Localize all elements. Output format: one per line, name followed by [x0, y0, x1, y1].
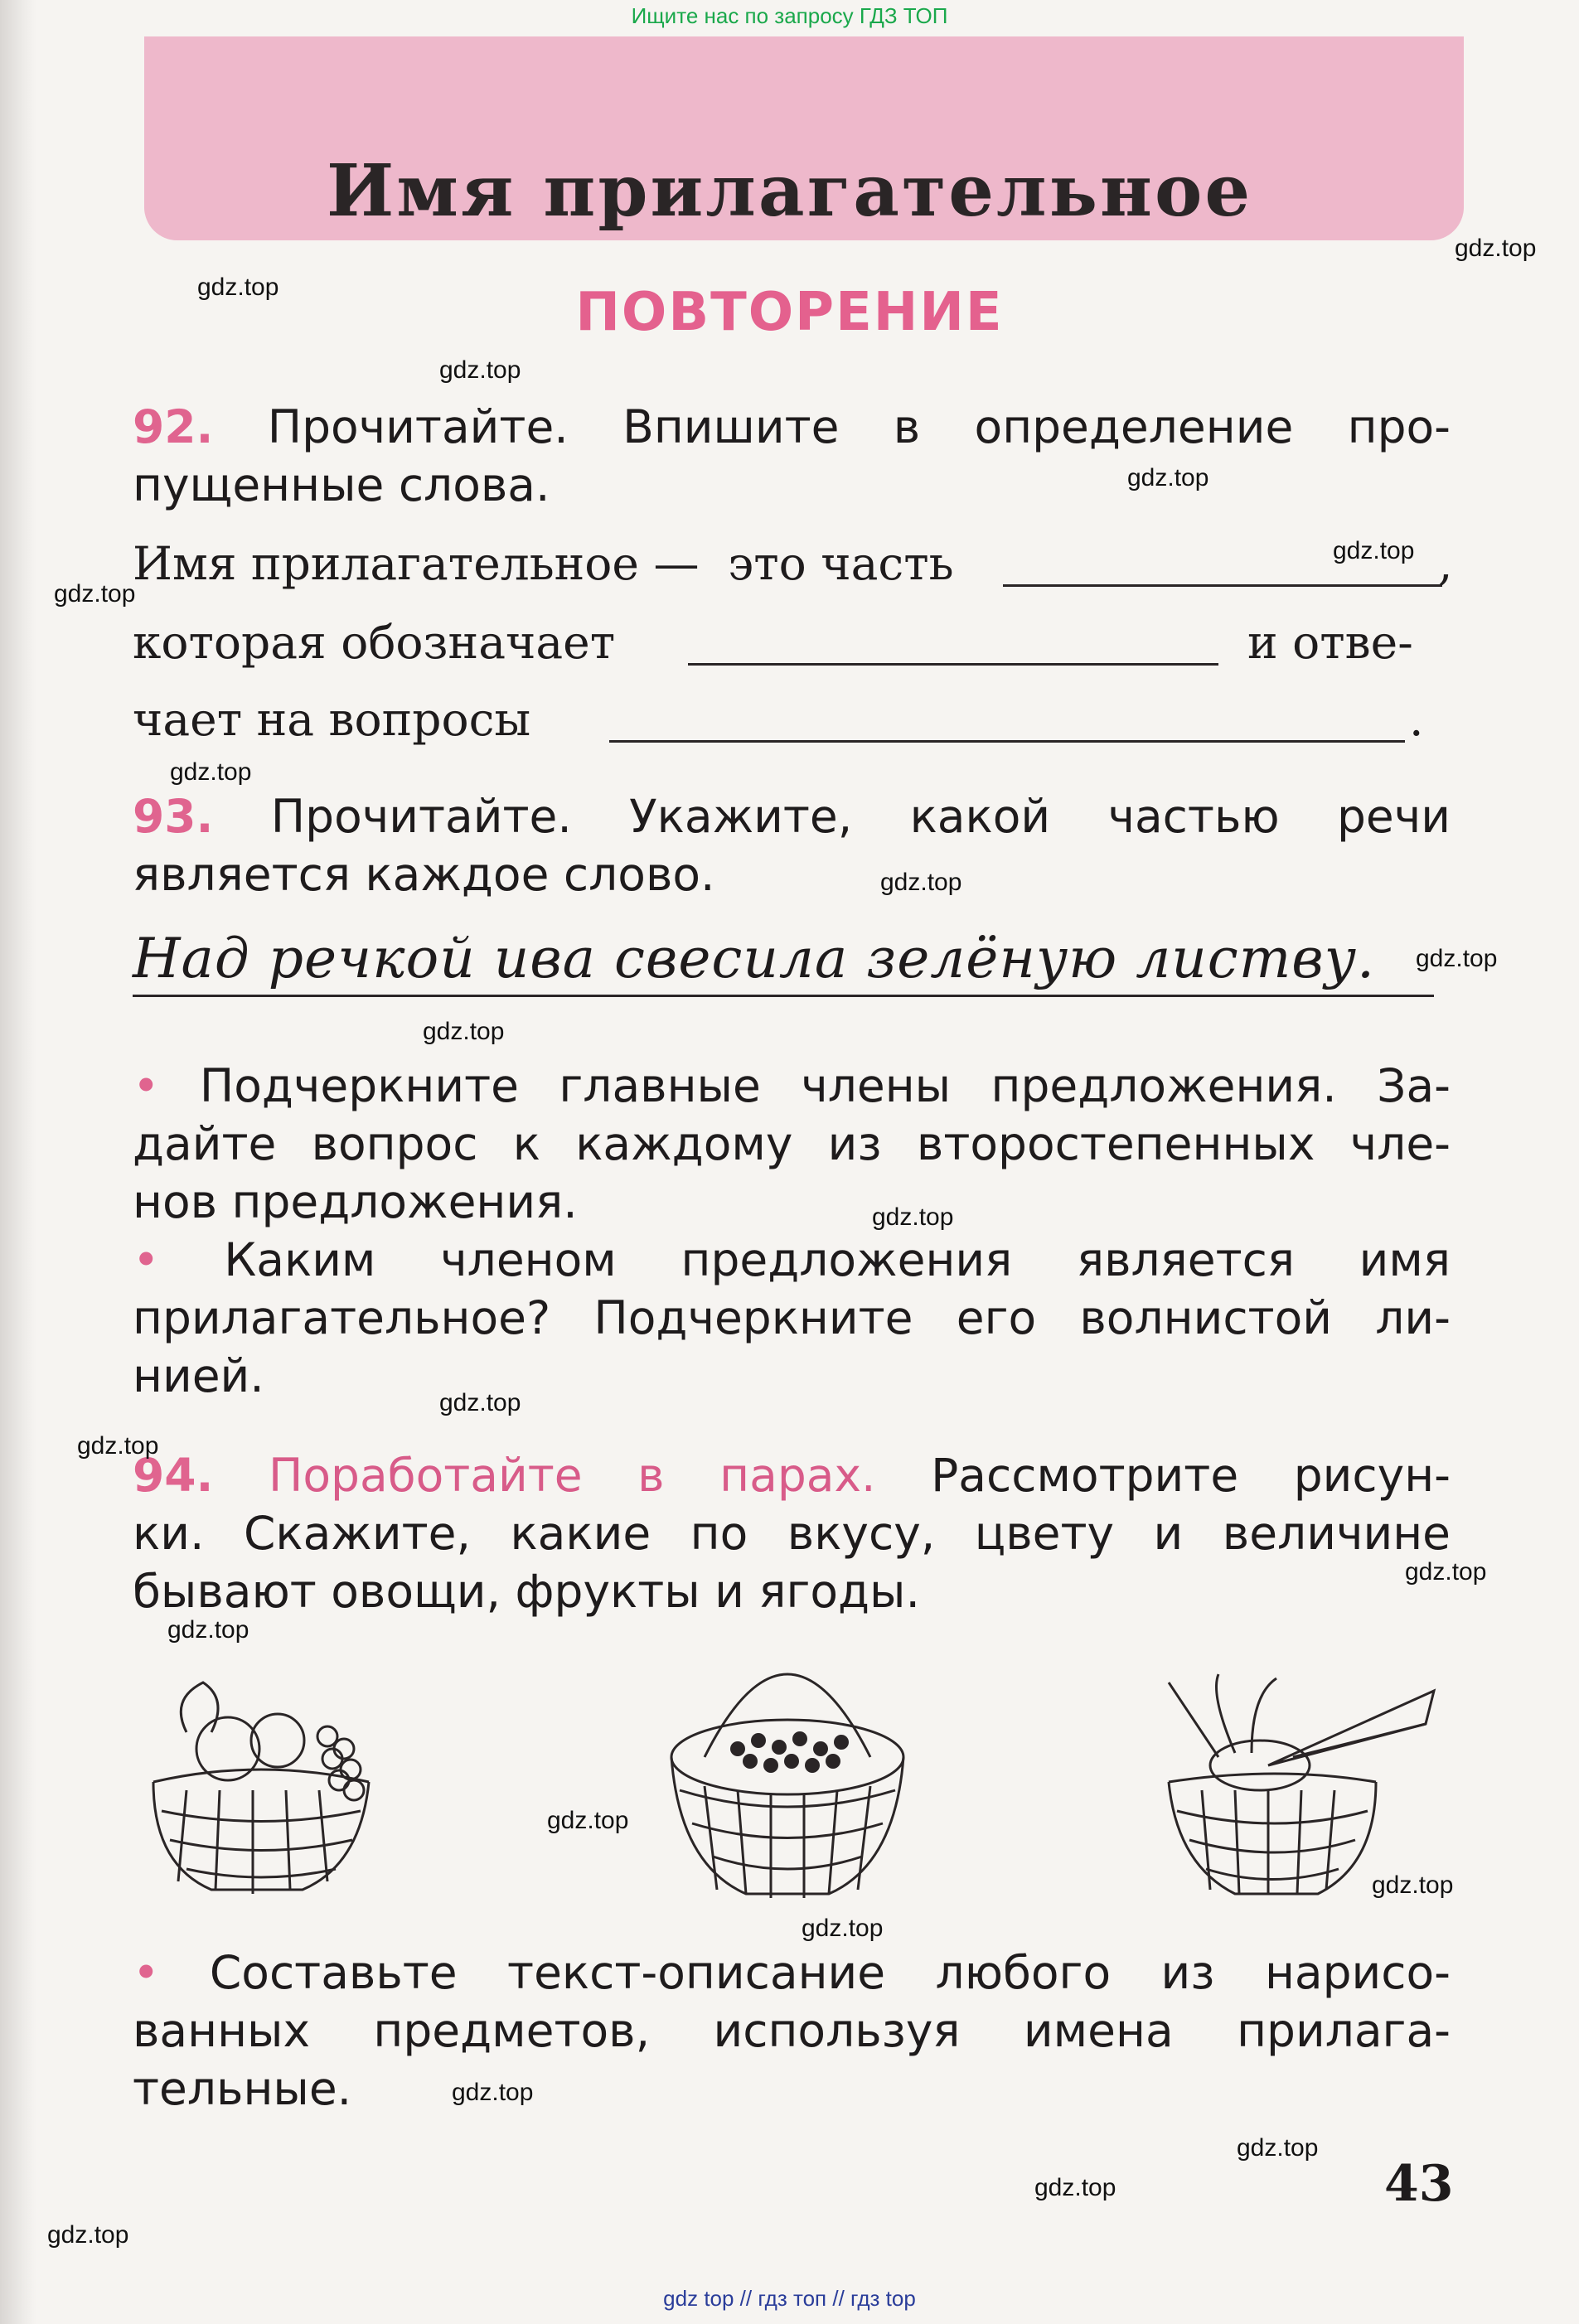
ex94-bullet-line1 [133, 1944, 1451, 2002]
ex93-instruction: Прочитайте. Укажите, какой частью речи [270, 790, 1451, 843]
blank-line-2[interactable] [688, 663, 1218, 666]
def-part-a: Имя прилагательное — [133, 537, 700, 590]
watermark: gdz.top [439, 356, 521, 384]
watermark: gdz.top [167, 1616, 249, 1644]
ex94-line1 [133, 1446, 1451, 1504]
watermark: gdz.top [47, 2221, 129, 2249]
watermark: gdz.top [1416, 945, 1498, 972]
ex92-line2: пущенные слова. [133, 458, 550, 511]
page-number: 43 [1384, 2155, 1454, 2213]
watermark: gdz.top [54, 580, 136, 608]
page-title: Имя прилагательное [326, 149, 1253, 233]
blank-line-3[interactable] [609, 740, 1405, 743]
ex94-line3: бывают овощи, фрукты и ягоды. [133, 1565, 920, 1618]
watermark: gdz.top [423, 1018, 505, 1045]
watermark: gdz.top [1372, 1871, 1454, 1899]
ex94-bullet-text1: Составьте текст-описание любого из нарисо- [209, 1946, 1451, 1999]
ex94-bullet-line2: ванных предметов, используя имена прилага- [133, 2004, 1451, 2057]
bullet2-text1: Каким членом предложения является имя [224, 1233, 1451, 1286]
ex94-bullet-line3: тельные. [133, 2062, 352, 2115]
watermark: gdz.top [1127, 464, 1209, 491]
ex94-number: 94. [133, 1449, 214, 1502]
def-part-d: и отве- [1247, 616, 1413, 669]
bullet1-text1: Подчеркните главные члены предложения. За- [199, 1059, 1451, 1112]
ex93-bullet1-line1 [133, 1057, 1451, 1115]
ex93-bullet2-line1 [133, 1231, 1451, 1289]
ex94-line1-rest: Рассмотрите рисун- [931, 1449, 1451, 1502]
ex93-bullet2-line2: прилагательное? Подчеркните его волнистой ли- [133, 1291, 1451, 1344]
ex93-number: 93. [133, 790, 214, 843]
watermark: gdz.top [1455, 235, 1537, 262]
watermark: gdz.top [1237, 2134, 1319, 2162]
watermark: gdz.top [77, 1432, 159, 1460]
handwriting-baseline [133, 995, 1434, 997]
bullet-icon: • [133, 1059, 160, 1112]
ex93-line2: является каждое слово. [133, 848, 715, 901]
bullet-icon: • [133, 1946, 160, 1999]
berry-basket-illustration [647, 1641, 928, 1906]
watermark: gdz.top [880, 869, 962, 896]
page-edge [0, 0, 36, 2324]
ex94-line2: ки. Скажите, какие по вкусу, цвету и величине [133, 1507, 1451, 1560]
def-part-b: это часть [728, 537, 954, 590]
watermark: gdz.top [170, 758, 252, 786]
watermark: gdz.top [872, 1203, 954, 1231]
fruit-basket-illustration [137, 1658, 410, 1906]
blank-line-1[interactable] [1003, 584, 1442, 587]
ex92-instruction: Прочитайте. Впишите в определение про- [267, 400, 1451, 453]
watermark: gdz.top [802, 1915, 884, 1942]
pair-work-label: Поработайте в парах. [269, 1449, 876, 1502]
def-period: . [1409, 693, 1424, 746]
ex92-line1 [133, 398, 1451, 456]
handwritten-sentence: Над речкой ива свесила зелёную листву. [133, 927, 1375, 990]
def-comma: , [1438, 537, 1453, 590]
ex93-bullet1-line3: нов предложения. [133, 1175, 578, 1228]
watermark: gdz.top [1405, 1558, 1487, 1586]
watermark: gdz.top [547, 1807, 629, 1834]
watermark: gdz.top [439, 1389, 521, 1416]
vegetable-basket-illustration [1144, 1666, 1459, 1906]
section-subtitle: ПОВТОРЕНИЕ [575, 282, 1004, 343]
def-part-e: чает на вопросы [133, 693, 531, 746]
ex93-bullet1-line2: дайте вопрос к каждому из второстепенных чле- [133, 1117, 1451, 1170]
watermark: gdz.top [1333, 537, 1415, 564]
watermark: gdz.top [452, 2079, 534, 2106]
bottom-banner-text[interactable]: gdz top // гдз топ // гдз top [663, 2286, 916, 2311]
bullet-icon: • [133, 1233, 160, 1286]
watermark: gdz.top [1034, 2174, 1116, 2201]
watermark: gdz.top [197, 274, 279, 301]
top-banner-text[interactable]: Ищите нас по запросу ГДЗ ТОП [631, 3, 948, 28]
ex92-number: 92. [133, 400, 214, 453]
def-part-c: которая обозначает [133, 616, 616, 669]
ex93-bullet2-line3: нией. [133, 1349, 264, 1402]
ex93-line1 [133, 787, 1451, 845]
